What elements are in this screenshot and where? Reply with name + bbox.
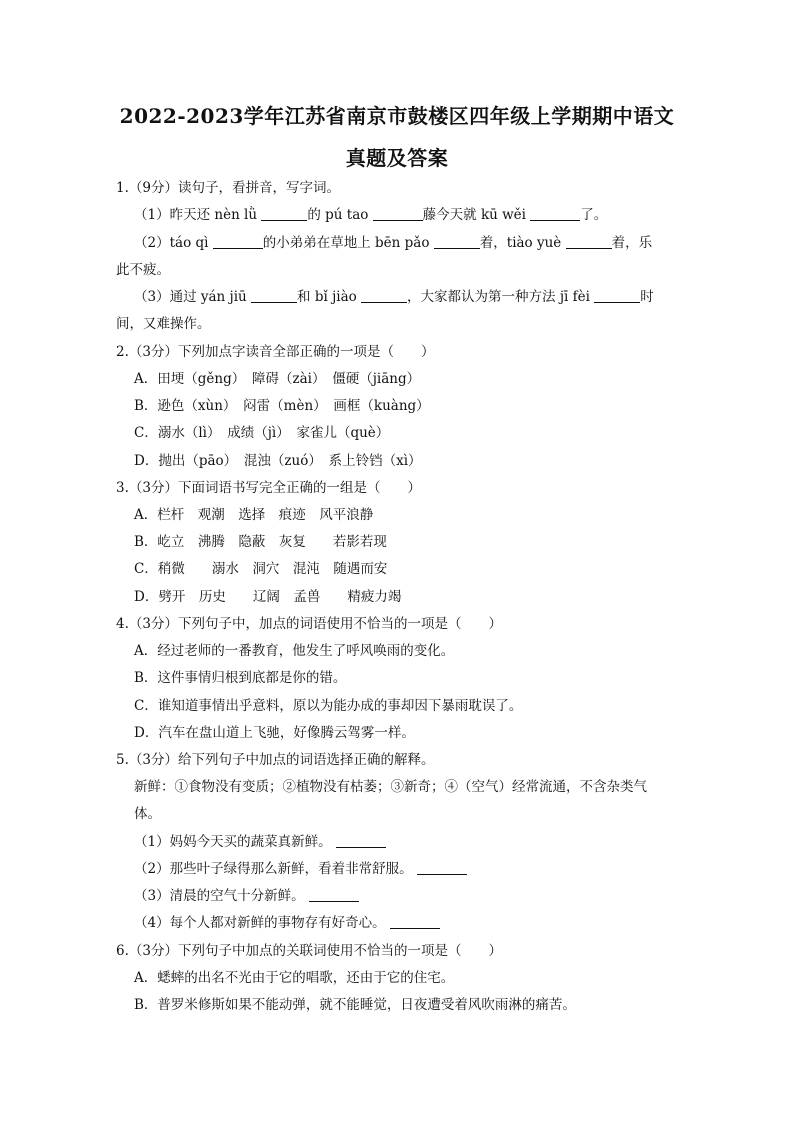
answer-blank[interactable]: [251, 288, 297, 303]
question-2-option-d[interactable]: D．抛出（pāo） 混浊（zuó） 系上铃铛（xì）: [134, 453, 422, 469]
question-1-sentence-3-cont: 间，又难操作。: [116, 316, 211, 332]
question-1-sentence-1: （1）昨天还 nèn lǜ 的 pú tao 藤今天就 kū wěi 了。: [134, 207, 608, 223]
document-title: 2022-2023学年江苏省南京市鼓楼区四年级上学期期中语文: [119, 104, 675, 128]
answer-blank[interactable]: [336, 833, 386, 848]
question-2-stem: 2.（3分）下列加点字读音全部正确的一项是（ ）: [116, 344, 435, 360]
question-4-option-c[interactable]: C．谁知道事情出乎意料，原以为能办成的事却因下暴雨耽误了。: [134, 698, 523, 714]
answer-blank[interactable]: [434, 234, 480, 249]
answer-blank[interactable]: [213, 234, 263, 249]
question-6-option-b[interactable]: B．普罗米修斯如果不能动弹，就不能睡觉，日夜遭受着风吹雨淋的痛苦。: [134, 997, 576, 1013]
question-2-option-b[interactable]: B．逊色（xùn） 闷雷（mèn） 画框（kuàng）: [134, 398, 430, 414]
question-6-option-a[interactable]: A．蟋蟀的出名不光由于它的唱歌，还由于它的住宅。: [134, 970, 455, 986]
question-6-stem: 6.（3分）下列句子中加点的关联词使用不恰当的一项是（ ）: [116, 943, 502, 959]
answer-blank[interactable]: [390, 914, 440, 929]
question-5-item-2: （2）那些叶子绿得那么新鲜，看着非常舒服。: [134, 859, 467, 879]
answer-blank[interactable]: [594, 288, 640, 303]
answer-blank[interactable]: [417, 860, 467, 875]
question-3-stem: 3.（3分）下面词语书写完全正确的一组是（ ）: [116, 480, 421, 496]
question-1-sentence-2-cont: 此不疲。: [116, 262, 170, 278]
question-5-stem: 5.（3分）给下列句子中加点的词语选择正确的解释。: [116, 752, 435, 768]
question-4-option-d[interactable]: D．汽车在盘山道上飞驰，好像腾云驾雾一样。: [134, 725, 415, 741]
question-3-option-d[interactable]: D．劈开 历史 辽阔 孟兽 精疲力竭: [134, 589, 402, 605]
question-2-option-c[interactable]: C．溺水（lì） 成绩（jì） 家雀儿（què）: [134, 425, 390, 441]
question-3-option-c[interactable]: C．稍微 溺水 洞穴 混沌 随遇而安: [134, 561, 388, 577]
document-title-line2: 真题及答案: [345, 146, 449, 170]
question-5-definition-cont: 体。: [134, 806, 161, 822]
question-5-definition: 新鲜：①食物没有变质；②植物没有枯萎；③新奇；④（空气）经常流通，不含杂类气: [134, 779, 647, 795]
question-4-option-a[interactable]: A．经过老师的一番教育，他发生了呼风唤雨的变化。: [134, 643, 455, 659]
question-2-option-a[interactable]: A．田埂（gěng） 障碍（zài） 僵硬（jiāng）: [134, 371, 421, 387]
question-5-item-4: （4）每个人都对新鲜的事物存有好奇心。: [134, 913, 440, 933]
question-1-sentence-2: （2）táo qì 的小弟弟在草地上 bēn pǎo 着，tiào yuè 着，乐: [134, 235, 653, 251]
answer-blank[interactable]: [373, 206, 423, 221]
question-4-stem: 4.（3分）下列句子中，加点的词语使用不恰当的一项是（ ）: [116, 616, 502, 632]
question-1-stem: 1.（9分）读句子，看拼音，写字词。: [116, 180, 340, 196]
question-3-option-a[interactable]: A．栏杆 观潮 选择 痕迹 风平浪静: [134, 507, 374, 523]
question-5-item-3: （3）清晨的空气十分新鲜。: [134, 886, 359, 906]
answer-blank[interactable]: [261, 206, 307, 221]
answer-blank[interactable]: [530, 206, 580, 221]
answer-blank[interactable]: [361, 288, 407, 303]
question-4-option-b[interactable]: B．这件事情归根到底都是你的错。: [134, 670, 347, 686]
question-5-item-1: （1）妈妈今天买的蔬菜真新鲜。: [134, 832, 386, 852]
question-1-sentence-3: （3）通过 yán jiū 和 bǐ jiào ，大家都认为第一种方法 jī fèi 时: [134, 289, 654, 305]
answer-blank[interactable]: [566, 234, 612, 249]
question-3-option-b[interactable]: B．屹立 沸腾 隐蔽 灰复 若影若现: [134, 534, 387, 550]
answer-blank[interactable]: [309, 887, 359, 902]
